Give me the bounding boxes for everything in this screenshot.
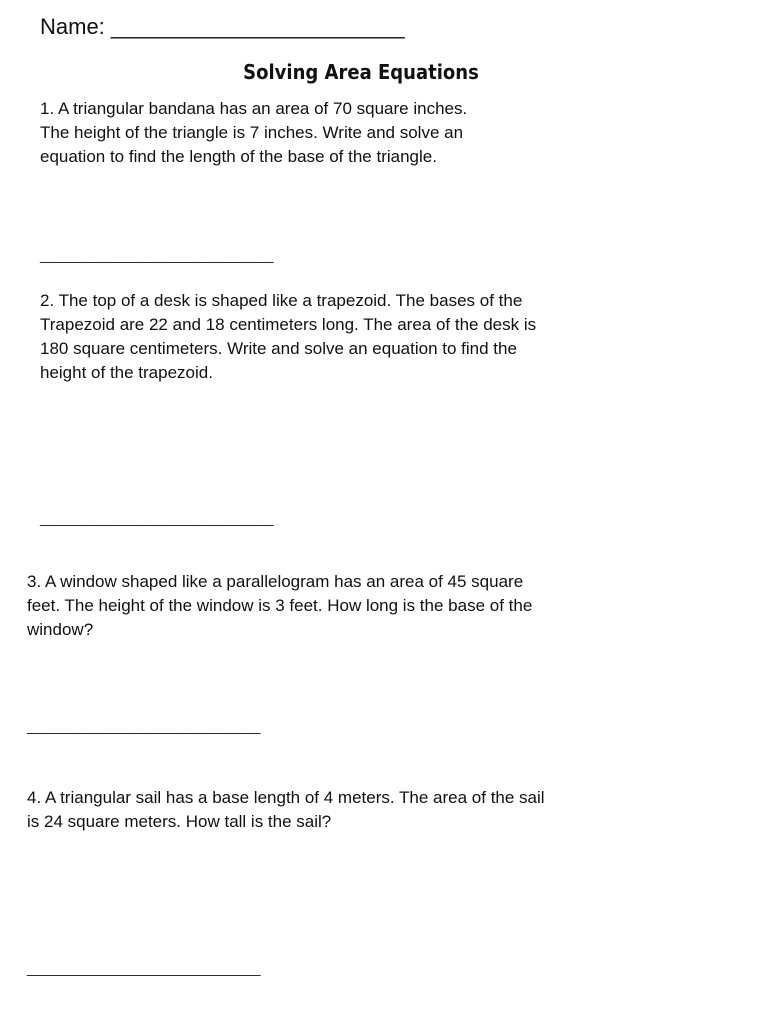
problem-3-answer-line: ______________________________ — [27, 718, 261, 734]
problem-2-line-3: 180 square centimeters. Write and solve an equation to find the — [40, 339, 517, 358]
problem-4-answer-line: ______________________________ — [27, 960, 261, 976]
problem-1-line-1: 1. A triangular bandana has an area of 70 square inches. — [40, 99, 468, 118]
name-field-label: Name: ________________________ — [40, 14, 405, 39]
problem-1-answer-line: ______________________________ — [40, 247, 274, 263]
problem-2-line-2: Trapezoid are 22 and 18 centimeters long. The area of the desk is — [40, 315, 537, 334]
problem-2-line-4: height of the trapezoid. — [40, 363, 213, 382]
problem-3-line-1: 3. A window shaped like a parallelogram has an area of 45 square — [27, 572, 524, 591]
problem-2 — [40, 289, 536, 385]
problem-1 — [40, 97, 467, 169]
problem-4 — [27, 786, 545, 834]
problem-4-line-1: 4. A triangular sail has a base length of 4 meters. The area of the sail — [27, 788, 545, 807]
problem-1-line-2: The height of the triangle is 7 inches. Write and solve an — [40, 123, 464, 142]
problem-2-line-1: 2. The top of a desk is shaped like a trapezoid. The bases of the — [40, 291, 523, 310]
problem-3 — [27, 570, 532, 642]
problem-1-line-3: equation to find the length of the base of the triangle. — [40, 147, 437, 166]
problem-4-line-2: is 24 square meters. How tall is the sail? — [27, 812, 332, 831]
problem-2-answer-line: ______________________________ — [40, 510, 274, 526]
problem-3-line-3: window? — [27, 620, 94, 639]
problem-3-line-2: feet. The height of the window is 3 feet. How long is the base of the — [27, 596, 533, 615]
page-title: Solving Area Equations — [243, 60, 479, 84]
